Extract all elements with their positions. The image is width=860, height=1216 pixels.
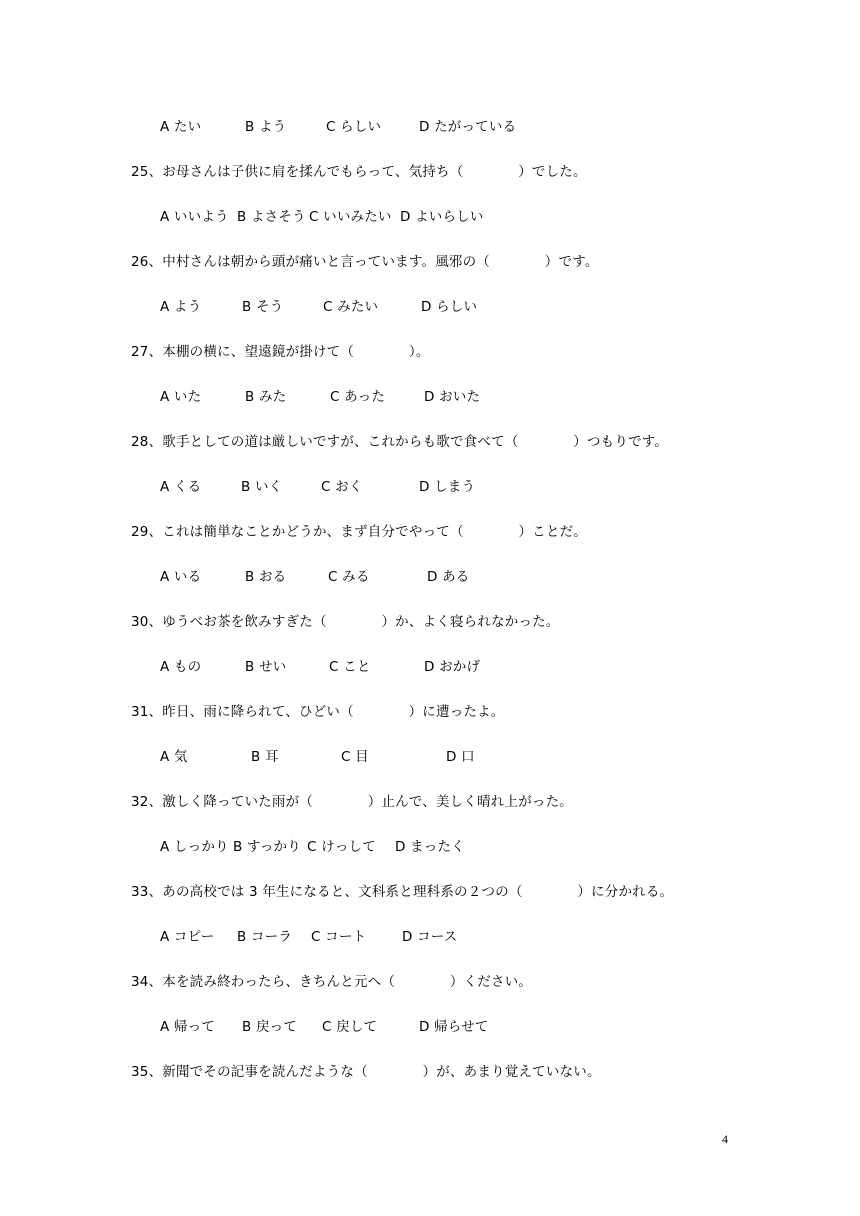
option-a: A 帰って <box>160 1019 216 1035</box>
option-b: B そう <box>242 299 284 315</box>
option-b: B よう <box>245 119 287 135</box>
option-c: C みる <box>328 569 370 585</box>
option-d: D 帰らせて <box>419 1019 489 1035</box>
option-d: D コース <box>402 929 458 945</box>
option-c: C けっして <box>307 839 376 855</box>
question-34: 34、本を読み終わったら、きちんと元へ（ ）ください。 <box>131 974 533 990</box>
option-c: C いいみたい <box>309 209 392 225</box>
option-a: A コピー <box>160 929 215 945</box>
question-33: 33、あの高校では 3 年生になると、文科系と理科系の２つの（ ）に分かれる。 <box>131 884 674 900</box>
question-26: 26、中村さんは朝から頭が痛いと言っています。風邪の（ ）です。 <box>131 254 599 270</box>
option-a: A くる <box>160 479 202 495</box>
question-31: 31、昨日、雨に降られて、ひどい（ ）に遭ったよ。 <box>131 704 505 720</box>
option-d: D 口 <box>446 749 475 765</box>
option-d: D よいらしい <box>400 209 484 225</box>
option-a: A よう <box>160 299 202 315</box>
option-c: C らしい <box>326 119 382 135</box>
option-d: D たがっている <box>419 119 517 135</box>
option-c: C あった <box>330 389 386 405</box>
option-b: B 耳 <box>251 749 279 765</box>
option-c: C みたい <box>323 299 379 315</box>
question-28: 28、歌手としての道は厳しいですが、これからも歌で食べて（ ）つもりです。 <box>131 434 669 450</box>
option-c: C こと <box>329 659 371 675</box>
option-c: C 目 <box>341 749 369 765</box>
option-b: B せい <box>245 659 287 675</box>
question-32: 32、激しく降っていた雨が（ ）止んで、美しく晴れ上がった。 <box>131 794 574 810</box>
option-b: B みた <box>245 389 287 405</box>
page-number: 4 <box>722 1132 728 1146</box>
option-c: C コート <box>311 929 367 945</box>
option-d: D らしい <box>421 299 478 315</box>
option-a: A いた <box>160 389 202 405</box>
option-b: B よさそう <box>237 209 306 225</box>
question-27: 27、本棚の横に、望遠鏡が掛けて（ ）。 <box>131 344 430 360</box>
option-b: B 戻って <box>242 1019 298 1035</box>
question-35: 35、新聞でその記事を読んだような（ ）が、あまり覚えていない。 <box>131 1064 601 1080</box>
option-b: B いく <box>241 479 283 495</box>
option-a: A いる <box>160 569 202 585</box>
option-c: C おく <box>321 479 363 495</box>
option-b: B おる <box>245 569 287 585</box>
question-29: 29、これは簡単なことかどうか、まず自分でやって（ ）ことだ。 <box>131 524 587 540</box>
question-30: 30、ゆうべお茶を飲みすぎた（ ）か、よく寝られなかった。 <box>131 614 560 630</box>
option-b: B コーラ <box>237 929 293 945</box>
option-d: D おかげ <box>424 659 481 675</box>
option-b: B すっかり <box>233 839 301 855</box>
option-c: C 戻して <box>322 1019 378 1035</box>
option-a: A 気 <box>160 749 188 765</box>
option-d: D ある <box>427 569 470 585</box>
option-d: D まったく <box>395 839 465 855</box>
option-d: D おいた <box>424 389 481 405</box>
question-25: 25、お母さんは子供に肩を揉んでもらって、気持ち（ ）でした。 <box>131 164 587 180</box>
option-a: A たい <box>160 119 202 135</box>
option-d: D しまう <box>419 479 476 495</box>
option-a: A いいよう <box>160 209 229 225</box>
option-a: A もの <box>160 659 202 675</box>
option-a: A しっかり <box>160 839 229 855</box>
